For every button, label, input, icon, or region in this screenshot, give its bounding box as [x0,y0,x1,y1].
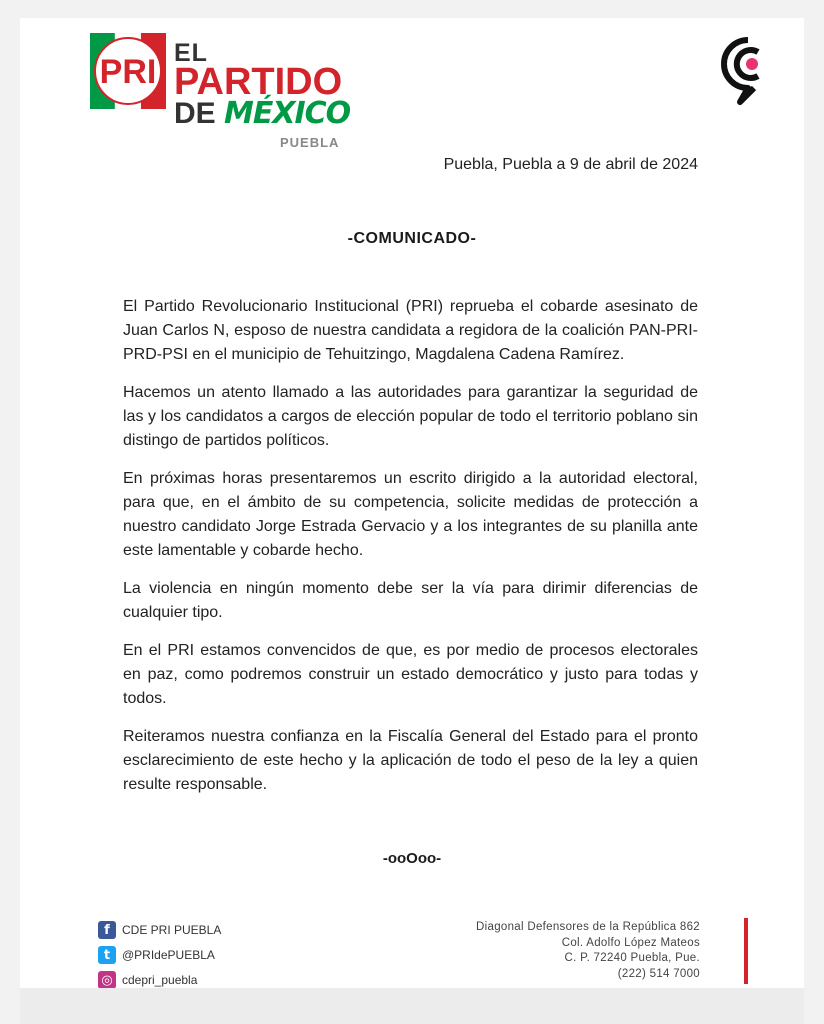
logo-line-mexico [174,96,351,131]
social-twitter [98,943,221,967]
logo-state: PUEBLA [280,135,340,150]
social-label: @PRIdePUEBLA [122,948,215,962]
social-facebook [98,918,221,942]
closing-mark: -ooOoo- [382,850,442,867]
pri-logo [90,33,350,153]
logo-mexico: MÉXICO [224,96,351,131]
twitter-icon: t [98,946,116,964]
document-body [123,295,698,811]
footer-red-bar [744,918,748,984]
document-page [20,18,804,988]
logo-de: DE [174,97,216,130]
office-address [476,920,700,982]
address-line: C. P. 72240 Puebla, Pue. [564,952,700,964]
social-links [98,918,221,993]
address-line: Diagonal Defensores de la República 862 [476,921,700,933]
document-date: Puebla, Puebla a 9 de abril de 2024 [443,156,698,173]
facebook-icon: f [98,921,116,939]
instagram-icon: ◎ [98,971,116,989]
paragraph: En próximas horas presentaremos un escrito dirigido a la autoridad electoral, para que, en el ámbito de su competencia, solicite medidas de protección a nuestro candidato Jorge Estrada Gervacio y a los integrantes de su planilla ante este lamentable y cobarde hecho. [123,470,698,559]
address-line: Col. Adolfo López Mateos [561,936,700,949]
social-label: CDE PRI PUEBLA [122,923,222,937]
media-outlet-logo-icon [718,34,778,110]
document-heading: -COMUNICADO- [347,230,477,247]
svg-text:PRI: PRI [99,53,157,91]
paragraph: En el PRI estamos convencidos de que, es por medio de procesos electorales en paz, como podremos construir un estado democrático y justo para todas y todos. [123,642,698,707]
paragraph: Hacemos un atento llamado a las autoridades para garantizar la seguridad de las y los candidatos a cargos de elección popular de todo el territorio poblano sin distingo de partidos políticos. [123,384,698,449]
paragraph: La violencia en ningún momento debe ser la vía para dirimir diferencias de cualquier tipo. [123,580,698,621]
logo-line-partido: PARTIDO [174,61,343,103]
logo-line-el: EL [174,39,208,67]
paragraph: El Partido Revolucionario Institucional (PRI) reprueba el cobarde asesinato de Juan Carlos N, esposo de nuestra candidata a regidora de la coalición PAN-PRI-PRD-PSI en el municipio de Tehuitzingo, Magdalena Cadena Ramírez. [123,298,698,363]
paragraph: Reiteramos nuestra confianza en la Fiscalía General del Estado para el pronto esclarecimiento de este hecho y la aplicación de todo el peso de la ley a quien resulte responsable. [123,728,698,793]
social-label: cdepri_puebla [122,973,198,987]
bottom-band [20,988,804,1024]
pri-emblem-icon [90,33,166,109]
address-phone: (222) 514 7000 [617,967,700,980]
